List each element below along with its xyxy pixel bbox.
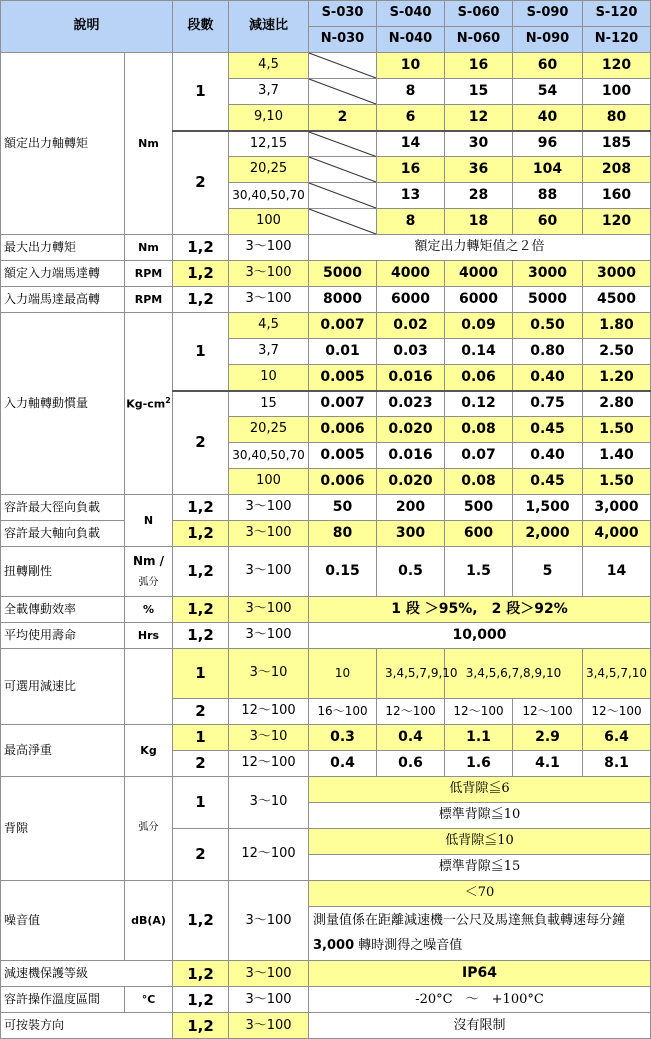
stage-cell: 2	[173, 131, 229, 235]
value-cell: 0.09	[445, 313, 513, 339]
ratios-label: 可選用減速比	[1, 649, 125, 725]
stiffness-unit	[125, 547, 173, 597]
stiffness-label: 扭轉剛性	[1, 547, 125, 597]
ratio-cell: 9,10	[229, 105, 309, 131]
value-cell: 4500	[583, 287, 651, 313]
ratio-cell: 15	[229, 391, 309, 417]
value-cell: 5	[513, 547, 583, 597]
value-cell: 80	[583, 105, 651, 131]
value-cell: 0.80	[513, 339, 583, 365]
na-diagonal	[309, 132, 376, 157]
ratio-cell: 3～100	[229, 261, 309, 287]
ratios2-cell: 16～100	[309, 699, 377, 725]
ratio-cell: 3～100	[229, 987, 309, 1013]
value-cell: 6.4	[583, 725, 651, 751]
header-model-n: N-090	[513, 27, 583, 53]
value-cell: 16	[377, 157, 445, 183]
value-cell: 0.08	[445, 417, 513, 443]
ratio-cell: 12～100	[229, 751, 309, 777]
value-cell: 96	[513, 131, 583, 157]
stage-cell: 1,2	[173, 1013, 229, 1039]
load-unit: N	[125, 495, 173, 547]
stage-cell: 1	[173, 649, 229, 699]
header-ratio: 減速比	[229, 1, 309, 53]
value-cell: 0.45	[513, 469, 583, 495]
na-diagonal	[309, 209, 376, 234]
value-cell: 0.40	[513, 443, 583, 469]
value-cell: 14	[583, 547, 651, 597]
value-cell: 2.9	[513, 725, 583, 751]
ratio-cell: 100	[229, 209, 309, 235]
noise-note-rpm: 3,000	[313, 937, 355, 953]
life-unit: Hrs	[125, 623, 173, 649]
ratio-cell: 3～100	[229, 597, 309, 623]
na-cell	[309, 183, 377, 209]
value-cell: 0.5	[377, 547, 445, 597]
value-cell: 2,000	[513, 521, 583, 547]
radial-load-label: 容許最大徑向負載	[1, 495, 125, 521]
header-model-s: S-030	[309, 1, 377, 27]
value-cell: 0.12	[445, 391, 513, 417]
mounting-label: 可按裝方向	[1, 1013, 173, 1039]
ratio-cell: 12,15	[229, 131, 309, 157]
max-torque-unit: Nm	[125, 235, 173, 261]
noise-note	[309, 907, 651, 961]
ratio-cell: 4,5	[229, 313, 309, 339]
ratio-cell: 3～10	[229, 649, 309, 699]
value-cell: 0.006	[309, 417, 377, 443]
stage-cell: 1,2	[173, 521, 229, 547]
na-diagonal	[309, 157, 376, 182]
ratios-s060-s090: 3,4,5,6,7,8,9,10	[445, 649, 583, 699]
ratio-cell: 3,7	[229, 79, 309, 105]
ratio-cell: 3～100	[229, 521, 309, 547]
ratio-cell: 100	[229, 469, 309, 495]
value-cell: 3000	[513, 261, 583, 287]
stage-cell: 2	[173, 699, 229, 725]
value-cell: 3,000	[583, 495, 651, 521]
max-torque-value: 額定出力轉矩值之２倍	[309, 235, 651, 261]
inertia-unit-text: Kg-cm	[126, 397, 166, 411]
ratio-cell: 12～100	[229, 699, 309, 725]
stage-cell: 1,2	[173, 547, 229, 597]
value-cell: 0.3	[309, 725, 377, 751]
value-cell: 0.14	[445, 339, 513, 365]
stage-cell: 1,2	[173, 881, 229, 961]
axial-load-label: 容許最大軸向負載	[1, 521, 125, 547]
value-cell: 200	[377, 495, 445, 521]
value-cell: 2	[309, 105, 377, 131]
header-model-n: N-030	[309, 27, 377, 53]
efficiency-unit: %	[125, 597, 173, 623]
value-cell: 500	[445, 495, 513, 521]
header-stage: 段數	[173, 1, 229, 53]
stiffness-unit-bottom: 弧分	[138, 576, 159, 588]
noise-unit: dB(A)	[125, 881, 173, 961]
header-model-s: S-060	[445, 1, 513, 27]
noise-note-c: 轉時測得之噪音值	[358, 937, 463, 953]
noise-value: ＜70	[309, 881, 651, 907]
ratio-cell: 4,5	[229, 53, 309, 79]
value-cell: 0.006	[309, 469, 377, 495]
life-label: 平均使用壽命	[1, 623, 125, 649]
value-cell: 6000	[377, 287, 445, 313]
stage-cell: 1	[173, 53, 229, 131]
inertia-unit	[125, 313, 173, 495]
value-cell: 15	[445, 79, 513, 105]
value-cell: 0.08	[445, 469, 513, 495]
value-cell: 0.005	[309, 443, 377, 469]
ratio-cell: 3～10	[229, 725, 309, 751]
value-cell: 0.020	[377, 469, 445, 495]
temperature-range	[309, 987, 651, 1013]
header-model-s: S-040	[377, 1, 445, 27]
value-cell: 0.06	[445, 365, 513, 391]
value-cell: 50	[309, 495, 377, 521]
value-cell: 1.80	[583, 313, 651, 339]
value-cell: 13	[377, 183, 445, 209]
stage-cell: 1,2	[173, 495, 229, 521]
value-cell: 1.50	[583, 417, 651, 443]
ratios-s120: 3,4,5,7,10	[583, 649, 651, 699]
backlash-low-2: 低背隙≦10	[309, 829, 651, 855]
ratio-cell: 3～100	[229, 961, 309, 987]
stage-cell: 2	[173, 391, 229, 495]
value-cell: 120	[583, 53, 651, 79]
ratios2-cell: 12～100	[583, 699, 651, 725]
value-cell: 1.1	[445, 725, 513, 751]
na-diagonal	[309, 53, 376, 78]
ratio-cell: 3,7	[229, 339, 309, 365]
rated-torque-label: 額定出力軸轉矩	[1, 53, 125, 235]
rated-torque-unit: Nm	[125, 53, 173, 235]
ratio-cell: 3～100	[229, 1013, 309, 1039]
value-cell: 160	[583, 183, 651, 209]
value-cell: 0.45	[513, 417, 583, 443]
value-cell: 54	[513, 79, 583, 105]
value-cell: 12	[445, 105, 513, 131]
header-model-n: N-060	[445, 27, 513, 53]
efficiency-label: 全載傳動效率	[1, 597, 125, 623]
ratio-cell: 3～100	[229, 235, 309, 261]
value-cell: 6	[377, 105, 445, 131]
value-cell: 14	[377, 131, 445, 157]
stage-cell: 1	[173, 313, 229, 391]
temperature-low: -20°C	[415, 991, 453, 1007]
value-cell: 0.016	[377, 365, 445, 391]
stage-cell: 1,2	[173, 287, 229, 313]
value-cell: 6000	[445, 287, 513, 313]
ratio-cell: 3～100	[229, 623, 309, 649]
stage-cell: 1	[173, 725, 229, 751]
value-cell: 0.07	[445, 443, 513, 469]
protection-value: IP64	[309, 961, 651, 987]
backlash-label: 背隙	[1, 777, 125, 881]
value-cell: 8000	[309, 287, 377, 313]
value-cell: 1.6	[445, 751, 513, 777]
value-cell: 300	[377, 521, 445, 547]
temperature-label: 容許操作溫度區間	[1, 987, 125, 1013]
value-cell: 4000	[377, 261, 445, 287]
value-cell: 60	[513, 53, 583, 79]
ratios-s030: 10	[309, 649, 377, 699]
stage-cell: 1,2	[173, 987, 229, 1013]
weight-label: 最高淨重	[1, 725, 125, 777]
na-diagonal	[309, 183, 376, 208]
header-model-n: N-040	[377, 27, 445, 53]
value-cell: 2.50	[583, 339, 651, 365]
value-cell: 0.75	[513, 391, 583, 417]
ratio-cell: 12～100	[229, 829, 309, 881]
temperature-unit: °C	[125, 987, 173, 1013]
backlash-low-1: 低背隙≦6	[309, 777, 651, 803]
ratio-cell: 3～100	[229, 287, 309, 313]
value-cell: 36	[445, 157, 513, 183]
value-cell: 30	[445, 131, 513, 157]
inertia-label: 入力軸轉動慣量	[1, 313, 125, 495]
ratio-cell: 30,40,50,70	[229, 443, 309, 469]
ratios2-cell: 12～100	[445, 699, 513, 725]
value-cell: 8.1	[583, 751, 651, 777]
stage-cell: 1,2	[173, 235, 229, 261]
ratios-unit-empty	[125, 649, 173, 725]
value-cell: 1.50	[583, 469, 651, 495]
value-cell: 0.007	[309, 313, 377, 339]
value-cell: 40	[513, 105, 583, 131]
ratio-cell: 30,40,50,70	[229, 183, 309, 209]
temperature-sep: ～	[465, 991, 479, 1007]
value-cell: 8	[377, 209, 445, 235]
value-cell: 0.023	[377, 391, 445, 417]
value-cell: 1.20	[583, 365, 651, 391]
backlash-unit: 弧分	[125, 777, 173, 881]
backlash-standard-1: 標準背隙≦10	[309, 803, 651, 829]
ratio-cell: 3～100	[229, 881, 309, 961]
value-cell: 2.80	[583, 391, 651, 417]
value-cell: 104	[513, 157, 583, 183]
value-cell: 0.01	[309, 339, 377, 365]
value-cell: 18	[445, 209, 513, 235]
value-cell: 0.02	[377, 313, 445, 339]
ratio-cell: 3～10	[229, 777, 309, 829]
value-cell: 3000	[583, 261, 651, 287]
efficiency-value: 1 段 ＞95%, 2 段＞92%	[309, 597, 651, 623]
value-cell: 100	[583, 79, 651, 105]
value-cell: 60	[513, 209, 583, 235]
noise-label: 噪音值	[1, 881, 125, 961]
na-cell	[309, 209, 377, 235]
value-cell: 8	[377, 79, 445, 105]
value-cell: 5000	[309, 261, 377, 287]
value-cell: 10	[377, 53, 445, 79]
value-cell: 0.40	[513, 365, 583, 391]
value-cell: 1.5	[445, 547, 513, 597]
na-cell	[309, 53, 377, 79]
value-cell: 28	[445, 183, 513, 209]
header-model-s: S-120	[583, 1, 651, 27]
stage-cell: 1,2	[173, 961, 229, 987]
stage-cell: 1,2	[173, 597, 229, 623]
stiffness-unit-top: Nm /	[132, 554, 165, 569]
value-cell: 0.4	[309, 751, 377, 777]
value-cell: 5000	[513, 287, 583, 313]
value-cell: 120	[583, 209, 651, 235]
value-cell: 208	[583, 157, 651, 183]
value-cell: 0.007	[309, 391, 377, 417]
ratio-cell: 3～100	[229, 495, 309, 521]
na-cell	[309, 131, 377, 157]
na-cell	[309, 157, 377, 183]
rated-speed-unit: RPM	[125, 261, 173, 287]
life-value: 10,000	[309, 623, 651, 649]
header-model-s: S-090	[513, 1, 583, 27]
value-cell: 1,500	[513, 495, 583, 521]
stage-cell: 1	[173, 777, 229, 829]
value-cell: 0.03	[377, 339, 445, 365]
ratios2-cell: 12～100	[513, 699, 583, 725]
value-cell: 4000	[445, 261, 513, 287]
value-cell: 4.1	[513, 751, 583, 777]
value-cell: 600	[445, 521, 513, 547]
stage-cell: 1,2	[173, 623, 229, 649]
value-cell: 185	[583, 131, 651, 157]
header-description: 說明	[1, 1, 173, 53]
max-torque-label: 最大出力轉矩	[1, 235, 125, 261]
ratio-cell: 20,25	[229, 157, 309, 183]
protection-label: 減速機保護等級	[1, 961, 173, 987]
mounting-value: 沒有限制	[309, 1013, 651, 1039]
backlash-standard-2: 標準背隙≦15	[309, 855, 651, 881]
max-speed-unit: RPM	[125, 287, 173, 313]
noise-note-a: 測量值係在距離減速機一公尺及馬達無負載轉速每分鐘	[313, 913, 626, 928]
na-cell	[309, 79, 377, 105]
stage-cell: 2	[173, 829, 229, 881]
value-cell: 1.40	[583, 443, 651, 469]
value-cell: 0.020	[377, 417, 445, 443]
stage-cell: 1,2	[173, 261, 229, 287]
weight-unit: Kg	[125, 725, 173, 777]
value-cell: 0.016	[377, 443, 445, 469]
value-cell: 0.6	[377, 751, 445, 777]
ratio-cell: 10	[229, 365, 309, 391]
rated-speed-label: 額定入力端馬達轉	[1, 261, 125, 287]
max-speed-label: 入力端馬達最高轉	[1, 287, 125, 313]
ratio-cell: 20,25	[229, 417, 309, 443]
value-cell: 16	[445, 53, 513, 79]
inertia-unit-sup: 2	[165, 395, 171, 405]
value-cell: 0.50	[513, 313, 583, 339]
na-diagonal	[309, 79, 376, 104]
temperature-high: +100°C	[491, 991, 544, 1007]
ratios-s040: 3,4,5,7,9,10	[377, 649, 445, 699]
value-cell: 88	[513, 183, 583, 209]
value-cell: 4,000	[583, 521, 651, 547]
value-cell: 0.15	[309, 547, 377, 597]
value-cell: 80	[309, 521, 377, 547]
ratios2-cell: 12～100	[377, 699, 445, 725]
ratio-cell: 3～100	[229, 547, 309, 597]
header-model-n: N-120	[583, 27, 651, 53]
value-cell: 0.005	[309, 365, 377, 391]
stage-cell: 2	[173, 751, 229, 777]
value-cell: 0.4	[377, 725, 445, 751]
